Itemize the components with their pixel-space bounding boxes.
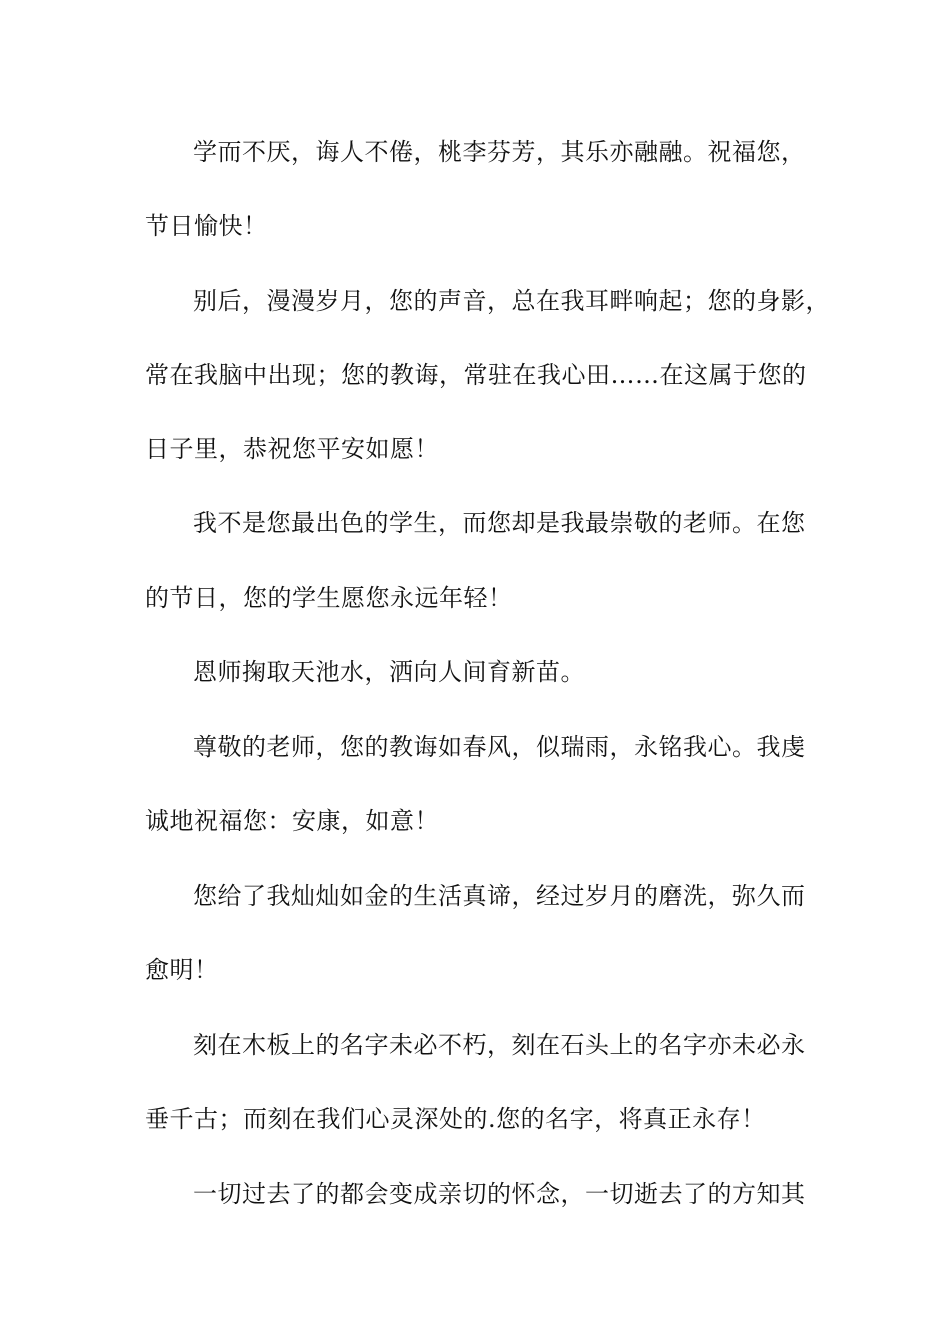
paragraph-line: 您给了我灿灿如金的生活真谛，经过岁月的磨洗，弥久而: [193, 882, 806, 910]
paragraph-line: 常在我脑中出现；您的教诲，常驻在我心田……在这属于您的: [145, 361, 807, 389]
paragraph-line: 一切过去了的都会变成亲切的怀念，一切逝去了的方知其: [193, 1180, 806, 1208]
paragraph-line: 尊敬的老师，您的教诲如春风，似瑞雨，永铭我心。我虔: [193, 733, 806, 761]
paragraph-line: 垂千古；而刻在我们心灵深处的.您的名字，将真正永存！: [145, 1105, 766, 1133]
paragraph-line: 恩师掬取天池水，洒向人间育新苗。: [193, 658, 585, 686]
paragraph-line: 愈明！: [145, 956, 219, 984]
paragraph-line: 学而不厌，诲人不倦，桃李芬芳，其乐亦融融。祝福您，: [193, 138, 806, 166]
paragraph-line: 日子里，恭祝您平安如愿！: [145, 435, 439, 463]
paragraph-line: 刻在木板上的名字未必不朽，刻在石头上的名字亦未必永: [193, 1031, 806, 1059]
paragraph-line: 节日愉快！: [145, 212, 268, 240]
paragraph-line: 诚地祝福您：安康，如意！: [145, 807, 439, 835]
paragraph-line: 别后，漫漫岁月，您的声音，总在我耳畔响起；您的身影，: [193, 287, 830, 315]
paragraph-line: 我不是您最出色的学生，而您却是我最崇敬的老师。在您: [193, 509, 806, 537]
paragraph-line: 的节日，您的学生愿您永远年轻！: [145, 584, 513, 612]
